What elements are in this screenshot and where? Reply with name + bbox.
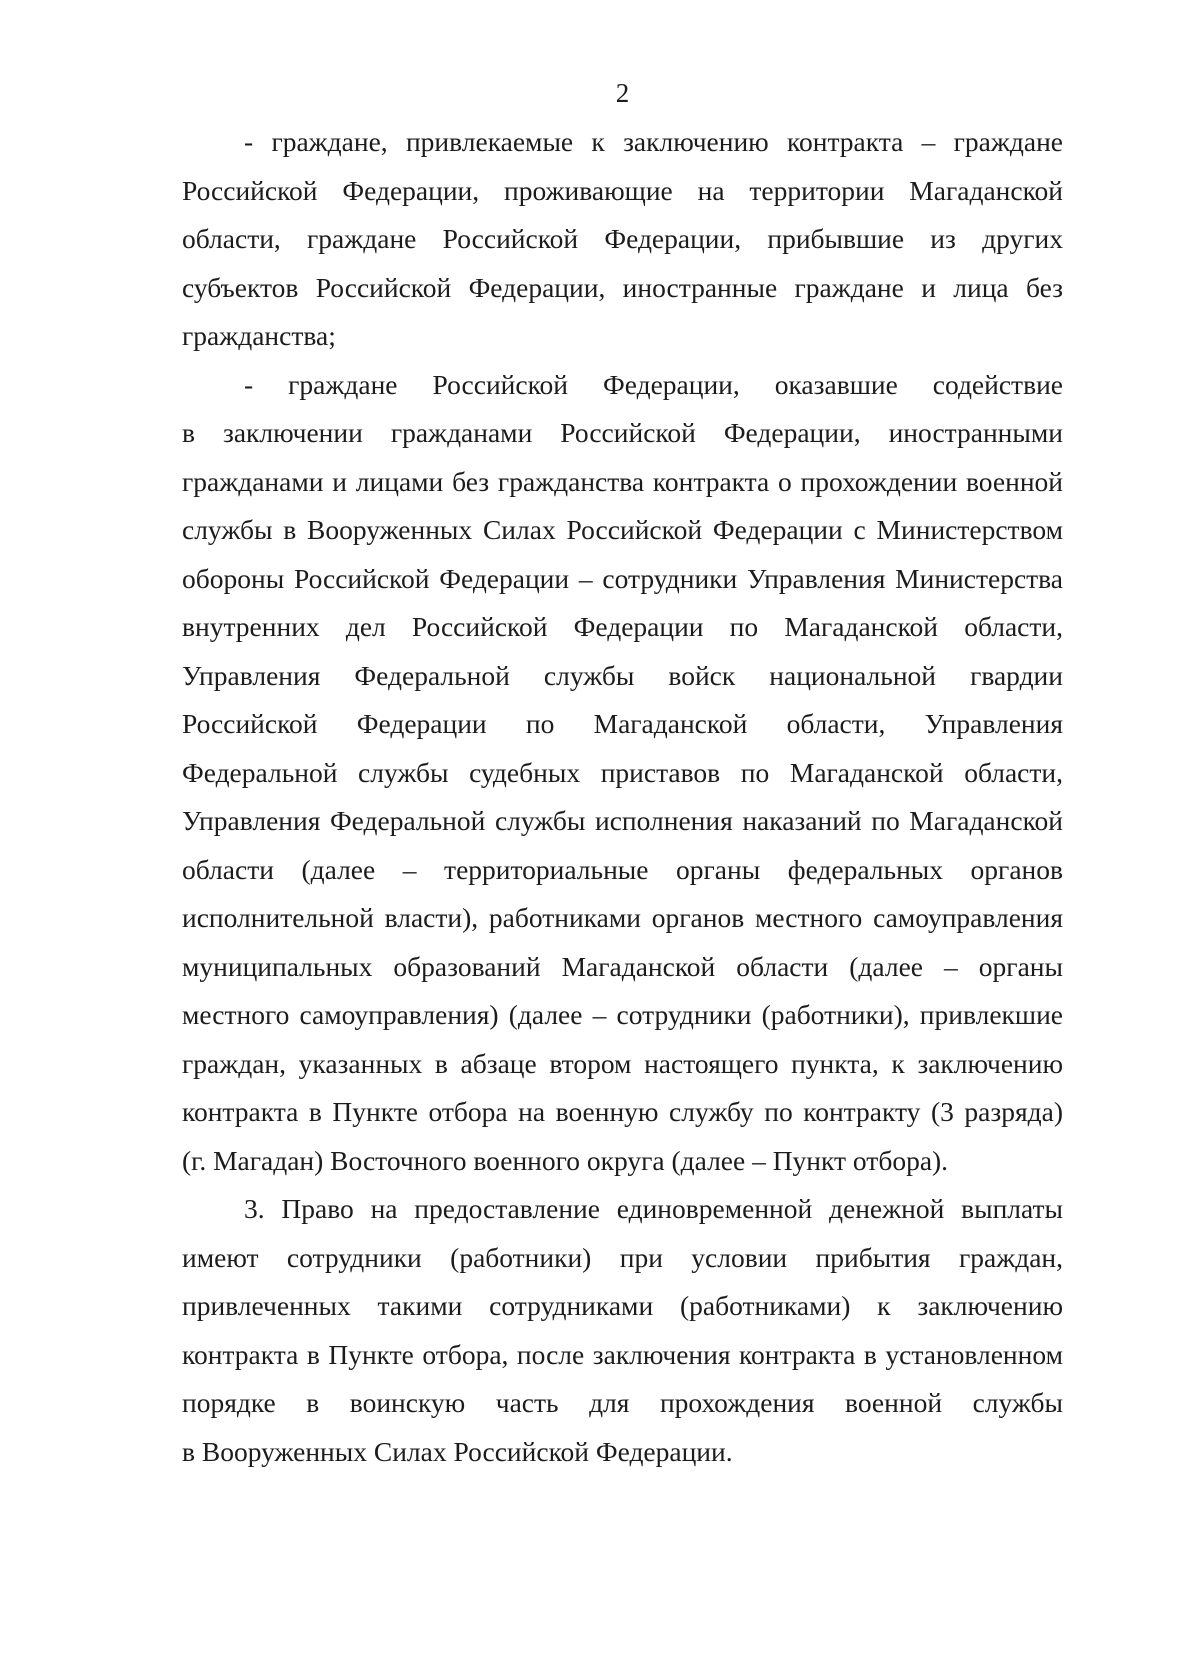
text-line: муниципальных образований Магаданской области (далее – органы bbox=[182, 950, 1063, 982]
text-line: Управления Федеральной службы исполнения наказаний по Магаданской bbox=[182, 805, 1063, 836]
text-line: контракта в Пункте отбора на военную службу по контракту (3 разряда) bbox=[182, 1096, 1063, 1127]
text-line: - граждане Российской Федерации, оказавшие содействие bbox=[244, 368, 1063, 400]
text-line: - граждане, привлекаемые к заключению контракта – граждане bbox=[244, 126, 1063, 157]
text-line: граждан, указанных в абзаце втором настоящего пункта, к заключению bbox=[182, 1047, 1063, 1079]
paragraph-citizens-recruited bbox=[182, 118, 1063, 361]
text-line: 3. Право на предоставление единовременной денежной выплаты bbox=[244, 1193, 1063, 1224]
text-line: Российской Федерации по Магаданской области, Управления bbox=[182, 708, 1063, 739]
text-line: контракта в Пункте отбора, после заключения контракта в установленном bbox=[182, 1338, 1063, 1370]
text-line: обороны Российской Федерации – сотрудники Управления Министерства bbox=[182, 562, 1063, 594]
text-line: Федеральной службы судебных приставов по Магаданской области, bbox=[182, 756, 1063, 788]
text-line: имеют сотрудники (работники) при условии прибытия граждан, bbox=[182, 1241, 1063, 1273]
text-line: гражданства; bbox=[182, 320, 336, 351]
text-line: местного самоуправления) (далее – сотрудники (работники), привлекшие bbox=[182, 999, 1063, 1030]
text-line: области, граждане Российской Федерации, прибывшие из других bbox=[182, 223, 1063, 254]
text-line: привлеченных такими сотрудниками (работниками) к заключению bbox=[182, 1290, 1063, 1321]
text-line: в Вооруженных Силах Российской Федерации. bbox=[182, 1435, 733, 1467]
text-line: субъектов Российской Федерации, иностранные граждане и лица без bbox=[182, 271, 1063, 303]
paragraph-item-3 bbox=[182, 1185, 1063, 1476]
text-line: Управления Федеральной службы войск национальной гвардии bbox=[182, 659, 1063, 691]
text-line: гражданами и лицами без гражданства контракта о прохождении военной bbox=[182, 465, 1063, 497]
page-number: 2 bbox=[615, 78, 630, 108]
text-line: в заключении гражданами Российской Федерации, иностранными bbox=[182, 417, 1063, 448]
text-line: (г. Магадан) Восточного военного округа (далее – Пункт отбора). bbox=[182, 1144, 949, 1176]
text-line: порядке в воинскую часть для прохождения военной службы bbox=[182, 1387, 1063, 1418]
text-line: Российской Федерации, проживающие на территории Магаданской bbox=[182, 174, 1063, 206]
text-line: внутренних дел Российской Федерации по Магаданской области, bbox=[182, 611, 1063, 642]
text-line: области (далее – территориальные органы федеральных органов bbox=[182, 853, 1063, 885]
document-body bbox=[182, 118, 1063, 1476]
text-line: службы в Вооруженных Силах Российской Федерации с Министерством bbox=[182, 514, 1063, 545]
text-line: исполнительной власти), работниками органов местного самоуправления bbox=[182, 902, 1063, 933]
paragraph-citizens-assisting bbox=[182, 361, 1063, 1186]
